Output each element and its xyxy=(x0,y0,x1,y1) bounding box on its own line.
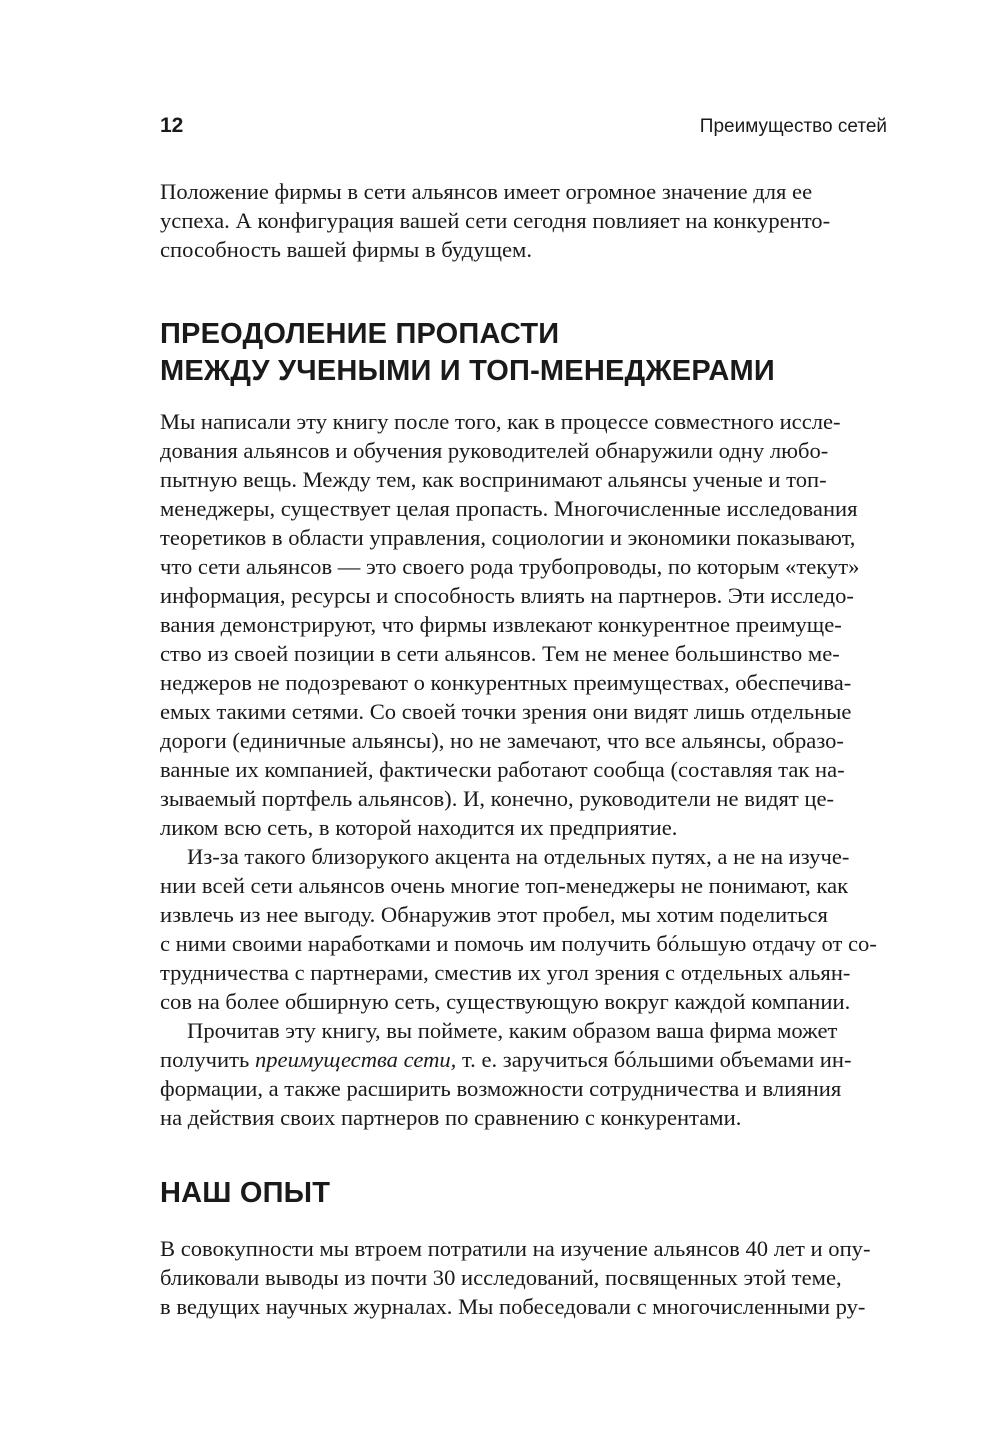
text-line: способность вашей фирмы в будущем. xyxy=(160,237,532,262)
text-line: неджеров не подозревают о конкурентных преимуществах, обеспечива- xyxy=(160,670,852,695)
section-heading-gap xyxy=(160,316,775,390)
text-line: пытную вещь. Между тем, как воспринимают альянсы ученые и топ- xyxy=(160,467,827,492)
heading-line: ПРЕОДОЛЕНИЕ ПРОПАСТИ xyxy=(160,318,560,350)
text-line: с ними своими наработками и помочь им получить бóльшую отдачу от со- xyxy=(160,931,877,956)
text-line: успеха. А конфигурация вашей сети сегодня повлияет на конкуренто- xyxy=(160,208,831,233)
text-line: Положение фирмы в сети альянсов имеет огромное значение для ее xyxy=(160,179,813,204)
text-line: Мы написали эту книгу после того, как в процессе совместного иссле- xyxy=(160,409,841,434)
text-line: емых такими сетями. Со своей точки зрения они видят лишь отдельные xyxy=(160,699,852,724)
text-line: информация, ресурсы и способность влиять на партнеров. Эти исследо- xyxy=(160,583,854,608)
text-fragment: получить xyxy=(160,1047,255,1072)
text-line: Прочитав эту книгу, вы поймете, каким образом ваша фирма может xyxy=(187,1018,838,1043)
text-line: Из-за такого близорукого акцента на отдельных путях, а не на изуче- xyxy=(187,844,850,869)
section1-paragraph-1 xyxy=(160,407,887,842)
text-line xyxy=(160,1045,887,1074)
text-line: в ведущих научных журналах. Мы побеседовали с многочисленными ру- xyxy=(160,1294,866,1319)
text-line: трудничества с партнерами, сместив их угол зрения с отдельных альян- xyxy=(160,960,851,985)
section1-paragraph-2 xyxy=(160,842,887,1016)
text-line: дороги (единичные альянсы), но не замечают, что все альянсы, образо- xyxy=(160,728,844,753)
emphasis-term: преимущества сети, xyxy=(254,1047,457,1072)
text-line: бликовали выводы из почти 30 исследований, посвященных этой теме, xyxy=(160,1265,842,1290)
text-line: зываемый портфель альянсов). И, конечно, руководители не видят це- xyxy=(160,786,835,811)
text-line: извлечь из нее выгоду. Обнаружив этот пробел, мы хотим поделиться xyxy=(160,902,828,927)
section-heading-experience xyxy=(160,1175,330,1212)
text-fragment: т. е. заручиться бóльшими объемами ин- xyxy=(456,1047,852,1072)
text-line: вания демонстрируют, что фирмы извлекают конкурентное преимуще- xyxy=(160,612,842,637)
text-line: дования альянсов и обучения руководителей обнаружили одну любо- xyxy=(160,438,829,463)
running-title: Преимущество сетей xyxy=(699,116,887,137)
section1-paragraph-3 xyxy=(160,1016,887,1132)
text-line: на действия своих партнеров по сравнению с конкурентами. xyxy=(160,1105,742,1130)
text-line: нии всей сети альянсов очень многие топ-менеджеры не понимают, как xyxy=(160,873,849,898)
text-line: теоретиков в области управления, социологии и экономики показывают, xyxy=(160,525,856,550)
text-line: ванные их компанией, фактически работают сообща (составляя так на- xyxy=(160,757,845,782)
heading-line: МЕЖДУ УЧЕНЫМИ И ТОП-МЕНЕДЖЕРАМИ xyxy=(160,355,775,387)
text-line: формации, а также расширить возможности сотрудничества и влияния xyxy=(160,1076,842,1101)
page-number: 12 xyxy=(160,114,184,137)
text-line: что сети альянсов — это своего рода трубопроводы, по которым «текут» xyxy=(160,554,860,579)
text-line: ство из своей позиции в сети альянсов. Тем не менее большинство ме- xyxy=(160,641,840,666)
text-line: сов на более обширную сеть, существующую вокруг каждой компании. xyxy=(160,989,851,1014)
text-line: менеджеры, существует целая пропасть. Многочисленные исследования xyxy=(160,496,858,521)
text-line: ликом всю сеть, в которой находится их предприятие. xyxy=(160,815,678,840)
intro-paragraph xyxy=(160,177,887,264)
text-line: В совокупности мы втроем потратили на изучение альянсов 40 лет и опу- xyxy=(160,1236,871,1261)
section2-paragraph xyxy=(160,1234,887,1321)
heading-line: НАШ ОПЫТ xyxy=(160,1177,331,1209)
